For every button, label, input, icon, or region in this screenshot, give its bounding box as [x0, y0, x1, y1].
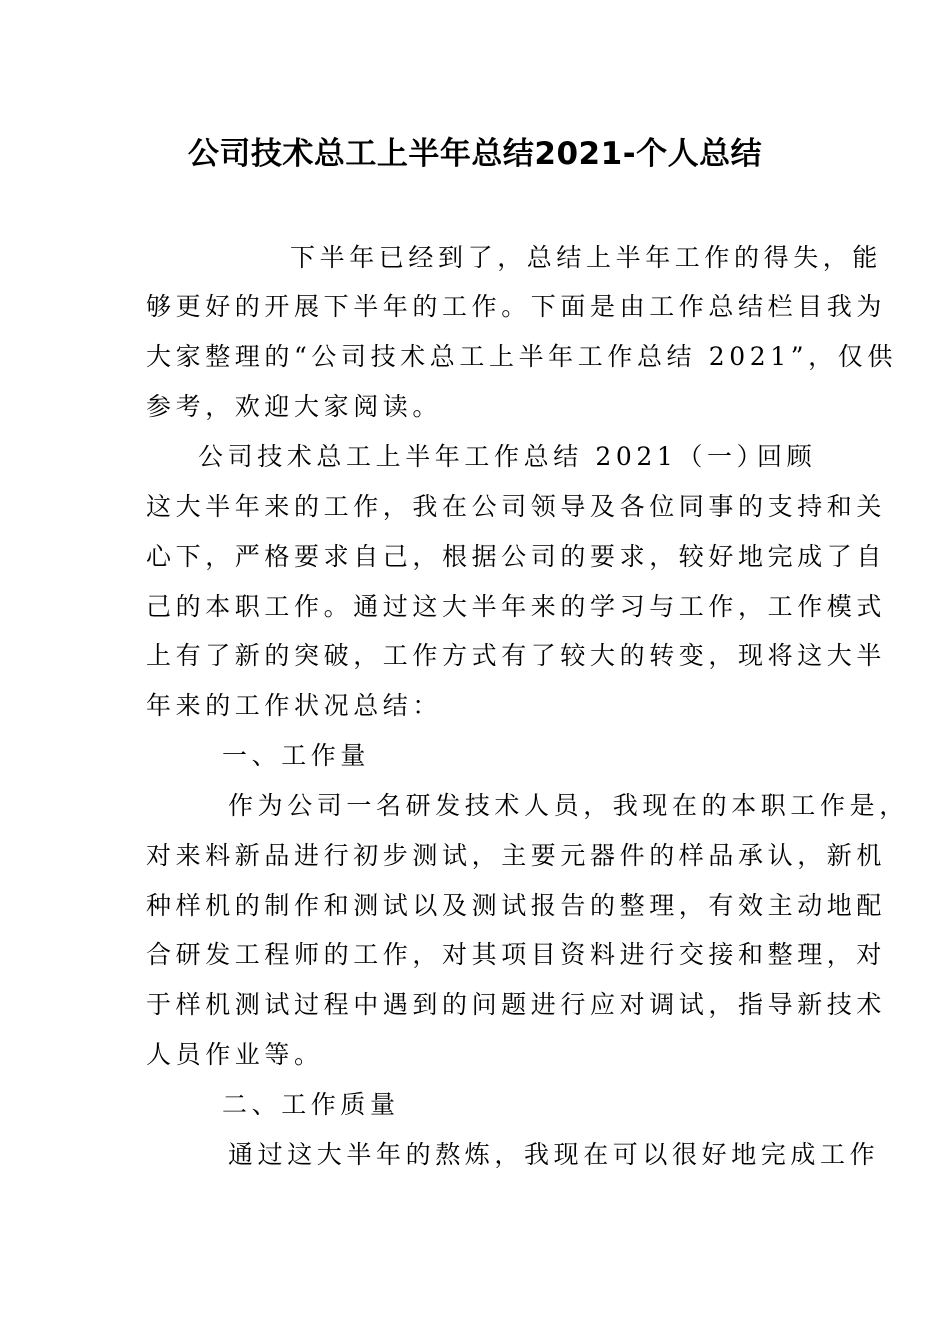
- paragraph-line: 合研发工程师的工作，对其项目资料进行交接和整理，对: [146, 940, 887, 969]
- paragraph-line: 够更好的开展下半年的工作。下面是由工作总结栏目我为: [146, 292, 887, 321]
- paragraph-line: 于样机测试过程中遇到的问题进行应对调试，指导新技术: [146, 990, 887, 1019]
- paragraph-line: 人员作业等。: [146, 1040, 324, 1069]
- paragraph-line: 上有了新的突破，工作方式有了较大的转变，现将这大半: [146, 641, 887, 670]
- paragraph-line: 己的本职工作。通过这大半年来的学习与工作，工作模式: [146, 592, 887, 621]
- paragraph-line: 这大半年来的工作，我在公司领导及各位同事的支持和关: [146, 492, 887, 521]
- section-heading: 二、工作质量: [222, 1090, 400, 1119]
- paragraph-line: 作为公司一名研发技术人员，我现在的本职工作是，: [228, 791, 909, 820]
- section-heading-line: 公司技术总工上半年工作总结 2021（一）: [198, 442, 767, 471]
- paragraph-line: 年来的工作状况总结：: [146, 691, 443, 720]
- paragraph-line: 种样机的制作和测试以及测试报告的整理，有效主动地配: [146, 891, 887, 920]
- document-title: 公司技术总工上半年总结2021-个人总结: [187, 136, 763, 172]
- paragraph-line: 心下，严格要求自己，根据公司的要求，较好地完成了自: [146, 542, 887, 571]
- paragraph-line: 回顾: [757, 442, 817, 471]
- paragraph-line: 参考，欢迎大家阅读。: [146, 392, 443, 421]
- section-heading: 一、工作量: [222, 741, 371, 770]
- paragraph-line: 对来料新品进行初步测试，主要元器件的样品承认，新机: [146, 841, 887, 870]
- paragraph-line: 通过这大半年的熬炼，我现在可以很好地完成工作: [228, 1140, 880, 1169]
- paragraph-line: 下半年已经到了，总结上半年工作的得失，能: [290, 243, 883, 272]
- paragraph-line: 大家整理的“公司技术总工上半年工作总结 2021”，仅供: [146, 342, 897, 371]
